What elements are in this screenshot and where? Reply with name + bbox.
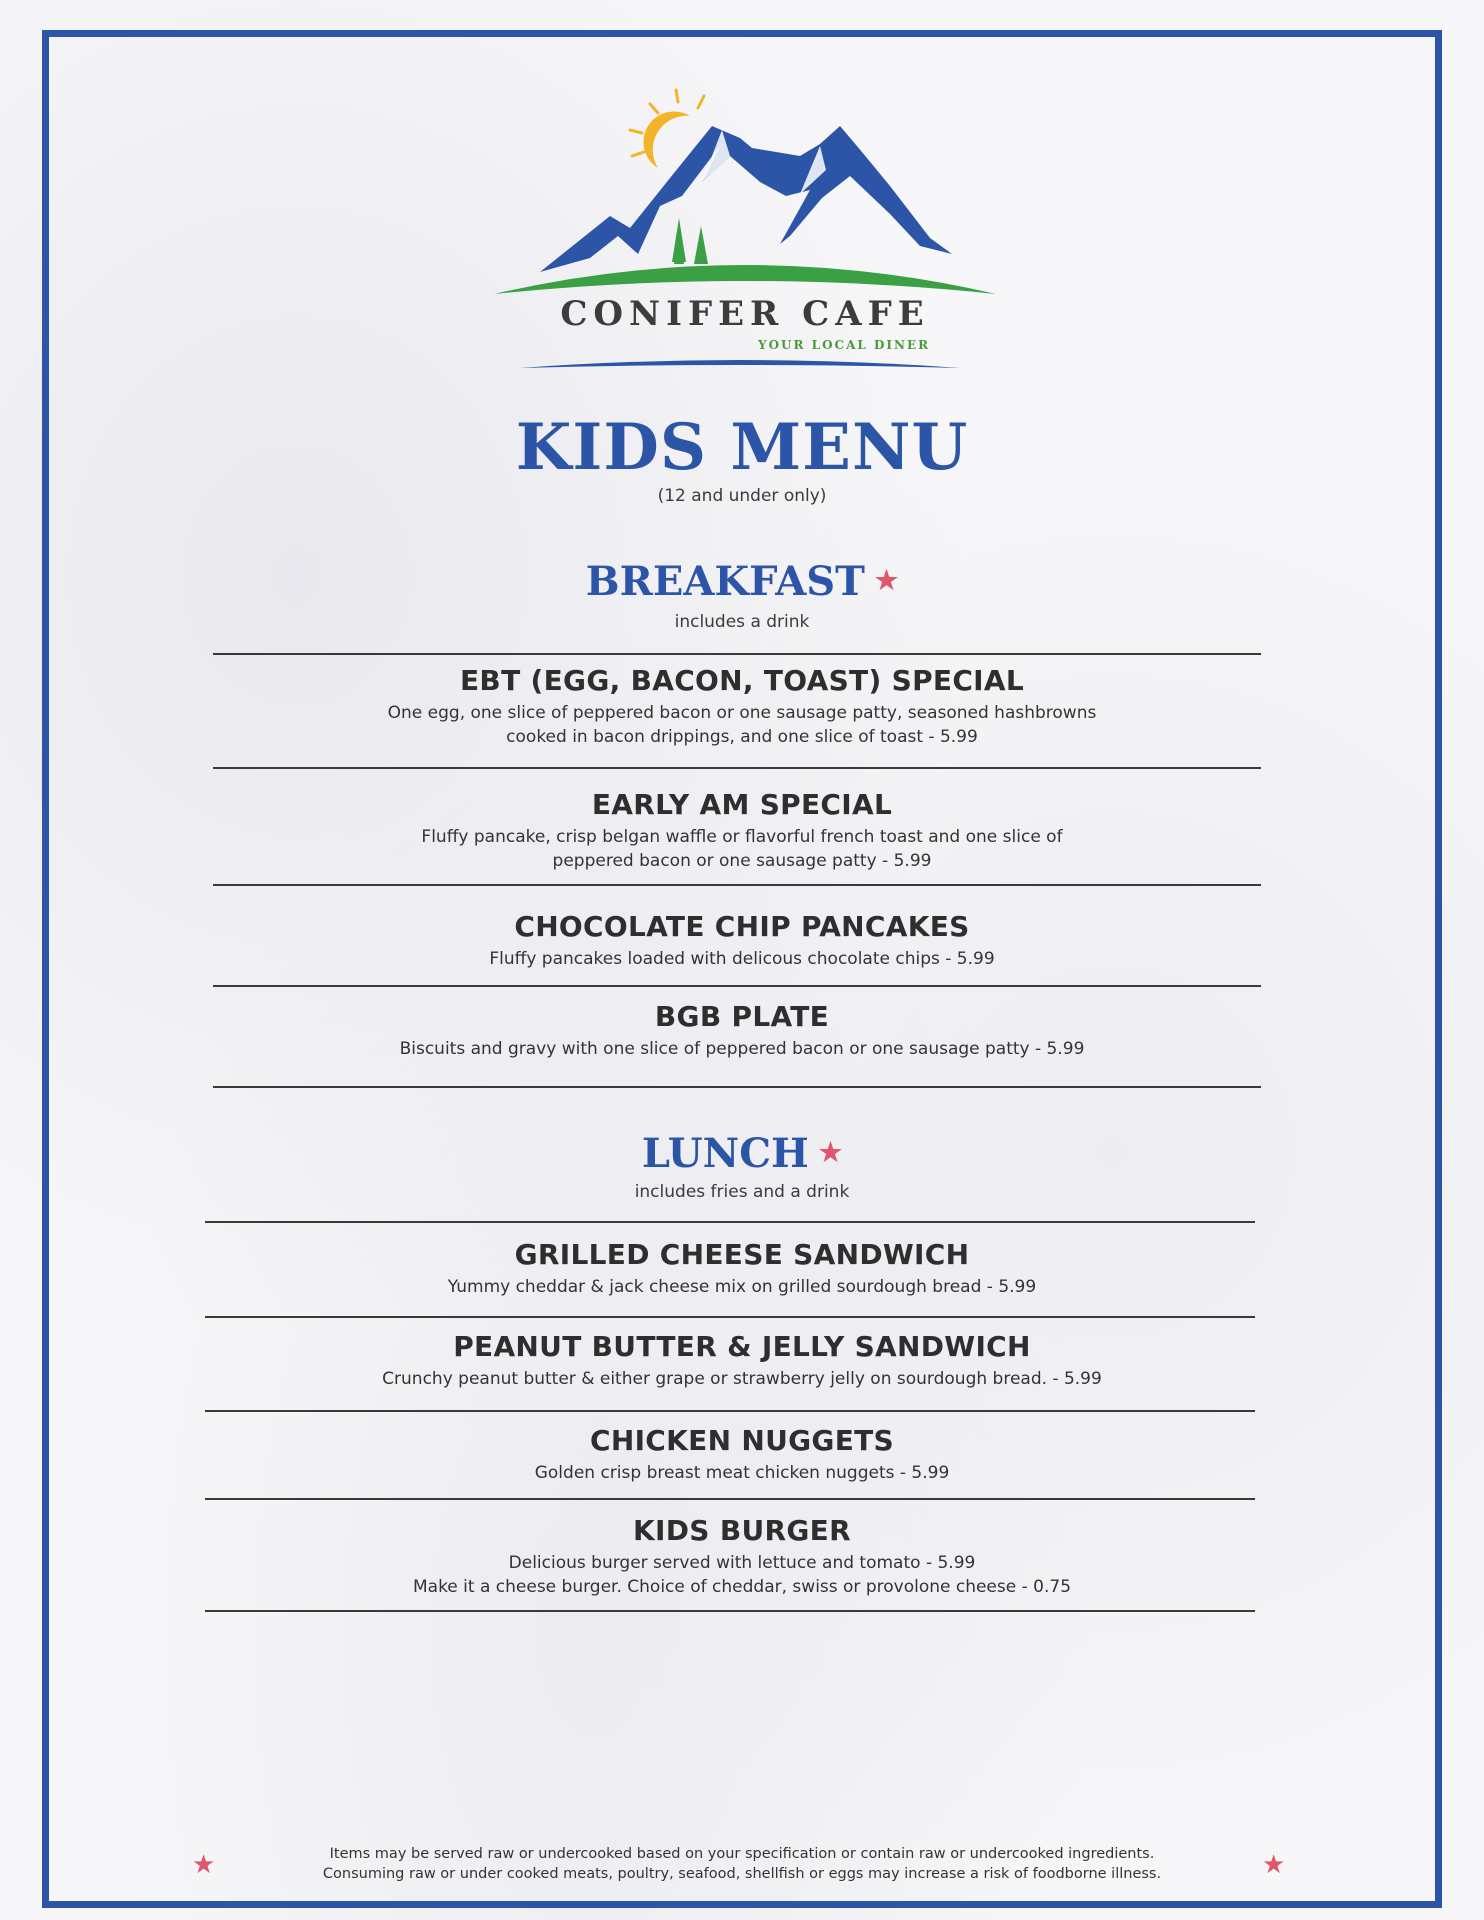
divider (205, 1498, 1255, 1500)
divider (205, 1221, 1255, 1223)
item-description: Golden crisp breast meat chicken nuggets - 5.99 (534, 1463, 950, 1483)
lunch-heading (0, 1130, 1484, 1177)
star-icon: ★ (192, 1850, 216, 1880)
page-title: KIDS MENU (515, 410, 969, 485)
menu-item (0, 1424, 1484, 1485)
item-name: EARLY AM SPECIAL (591, 788, 893, 821)
menu-item (0, 788, 1484, 873)
menu-item (0, 1514, 1484, 1599)
divider (213, 1086, 1261, 1088)
logo-name: CONIFER CAFE (560, 294, 930, 334)
item-name: CHICKEN NUGGETS (590, 1424, 894, 1457)
food-safety-disclaimer: Items may be served raw or undercooked based on your specification or contain raw or undercooked ingredients. Consuming raw or under cooked meats, poultry, seafood, shellfish or eggs may increase a risk of foodborne illness. (322, 1846, 1162, 1882)
item-description: One egg, one slice of peppered bacon or one sausage patty, seasoned hashbrowns cooked in bacon drippings, and one slice of toast - 5.99 (387, 703, 1097, 747)
item-name: CHOCOLATE CHIP PANCAKES (514, 910, 970, 943)
item-description: Biscuits and gravy with one slice of peppered bacon or one sausage patty - 5.99 (399, 1039, 1085, 1059)
divider (213, 985, 1261, 987)
star-icon: ★ (874, 566, 899, 596)
divider (205, 1316, 1255, 1318)
menu-item (0, 910, 1484, 971)
divider (213, 884, 1261, 886)
logo-swoosh-icon (490, 348, 1000, 378)
star-icon: ★ (1262, 1850, 1286, 1880)
item-description: Fluffy pancake, crisp belgan waffle or flavorful french toast and one slice of peppered bacon or one sausage patty - 5.99 (421, 827, 1063, 871)
item-name: BGB PLATE (654, 1000, 830, 1033)
item-name: GRILLED CHEESE SANDWICH (514, 1238, 970, 1271)
lunch-note: includes fries and a drink (634, 1182, 850, 1202)
breakfast-heading (0, 558, 1484, 605)
item-name: PEANUT BUTTER & JELLY SANDWICH (453, 1330, 1031, 1363)
item-description: Fluffy pancakes loaded with delicous chocolate chips - 5.99 (489, 949, 995, 969)
breakfast-note: includes a drink (674, 612, 810, 632)
item-name: KIDS BURGER (633, 1514, 851, 1547)
item-description: Delicious burger served with lettuce and tomato - 5.99 Make it a cheese burger. Choice of cheddar, swiss or provolone cheese - 0.75 (412, 1553, 1072, 1597)
star-icon: ★ (818, 1138, 843, 1168)
divider (213, 653, 1261, 655)
divider (205, 1610, 1255, 1612)
logo-tagline: YOUR LOCAL DINER (758, 338, 931, 352)
menu-item (0, 664, 1484, 749)
divider (213, 767, 1261, 769)
mountain-logo-icon (490, 86, 1000, 296)
item-description: Yummy cheddar & jack cheese mix on grilled sourdough bread - 5.99 (447, 1277, 1037, 1297)
breakfast-heading-text: BREAKFAST (585, 558, 865, 605)
item-description: Crunchy peanut butter & either grape or strawberry jelly on sourdough bread. - 5.99 (382, 1369, 1102, 1389)
age-note: (12 and under only) (657, 486, 827, 506)
menu-item (0, 1238, 1484, 1299)
menu-item (0, 1330, 1484, 1391)
divider (205, 1410, 1255, 1412)
item-name: EBT (EGG, BACON, TOAST) SPECIAL (460, 664, 1024, 697)
menu-item (0, 1000, 1484, 1061)
logo (490, 86, 1000, 386)
lunch-heading-text: LUNCH (641, 1130, 809, 1177)
